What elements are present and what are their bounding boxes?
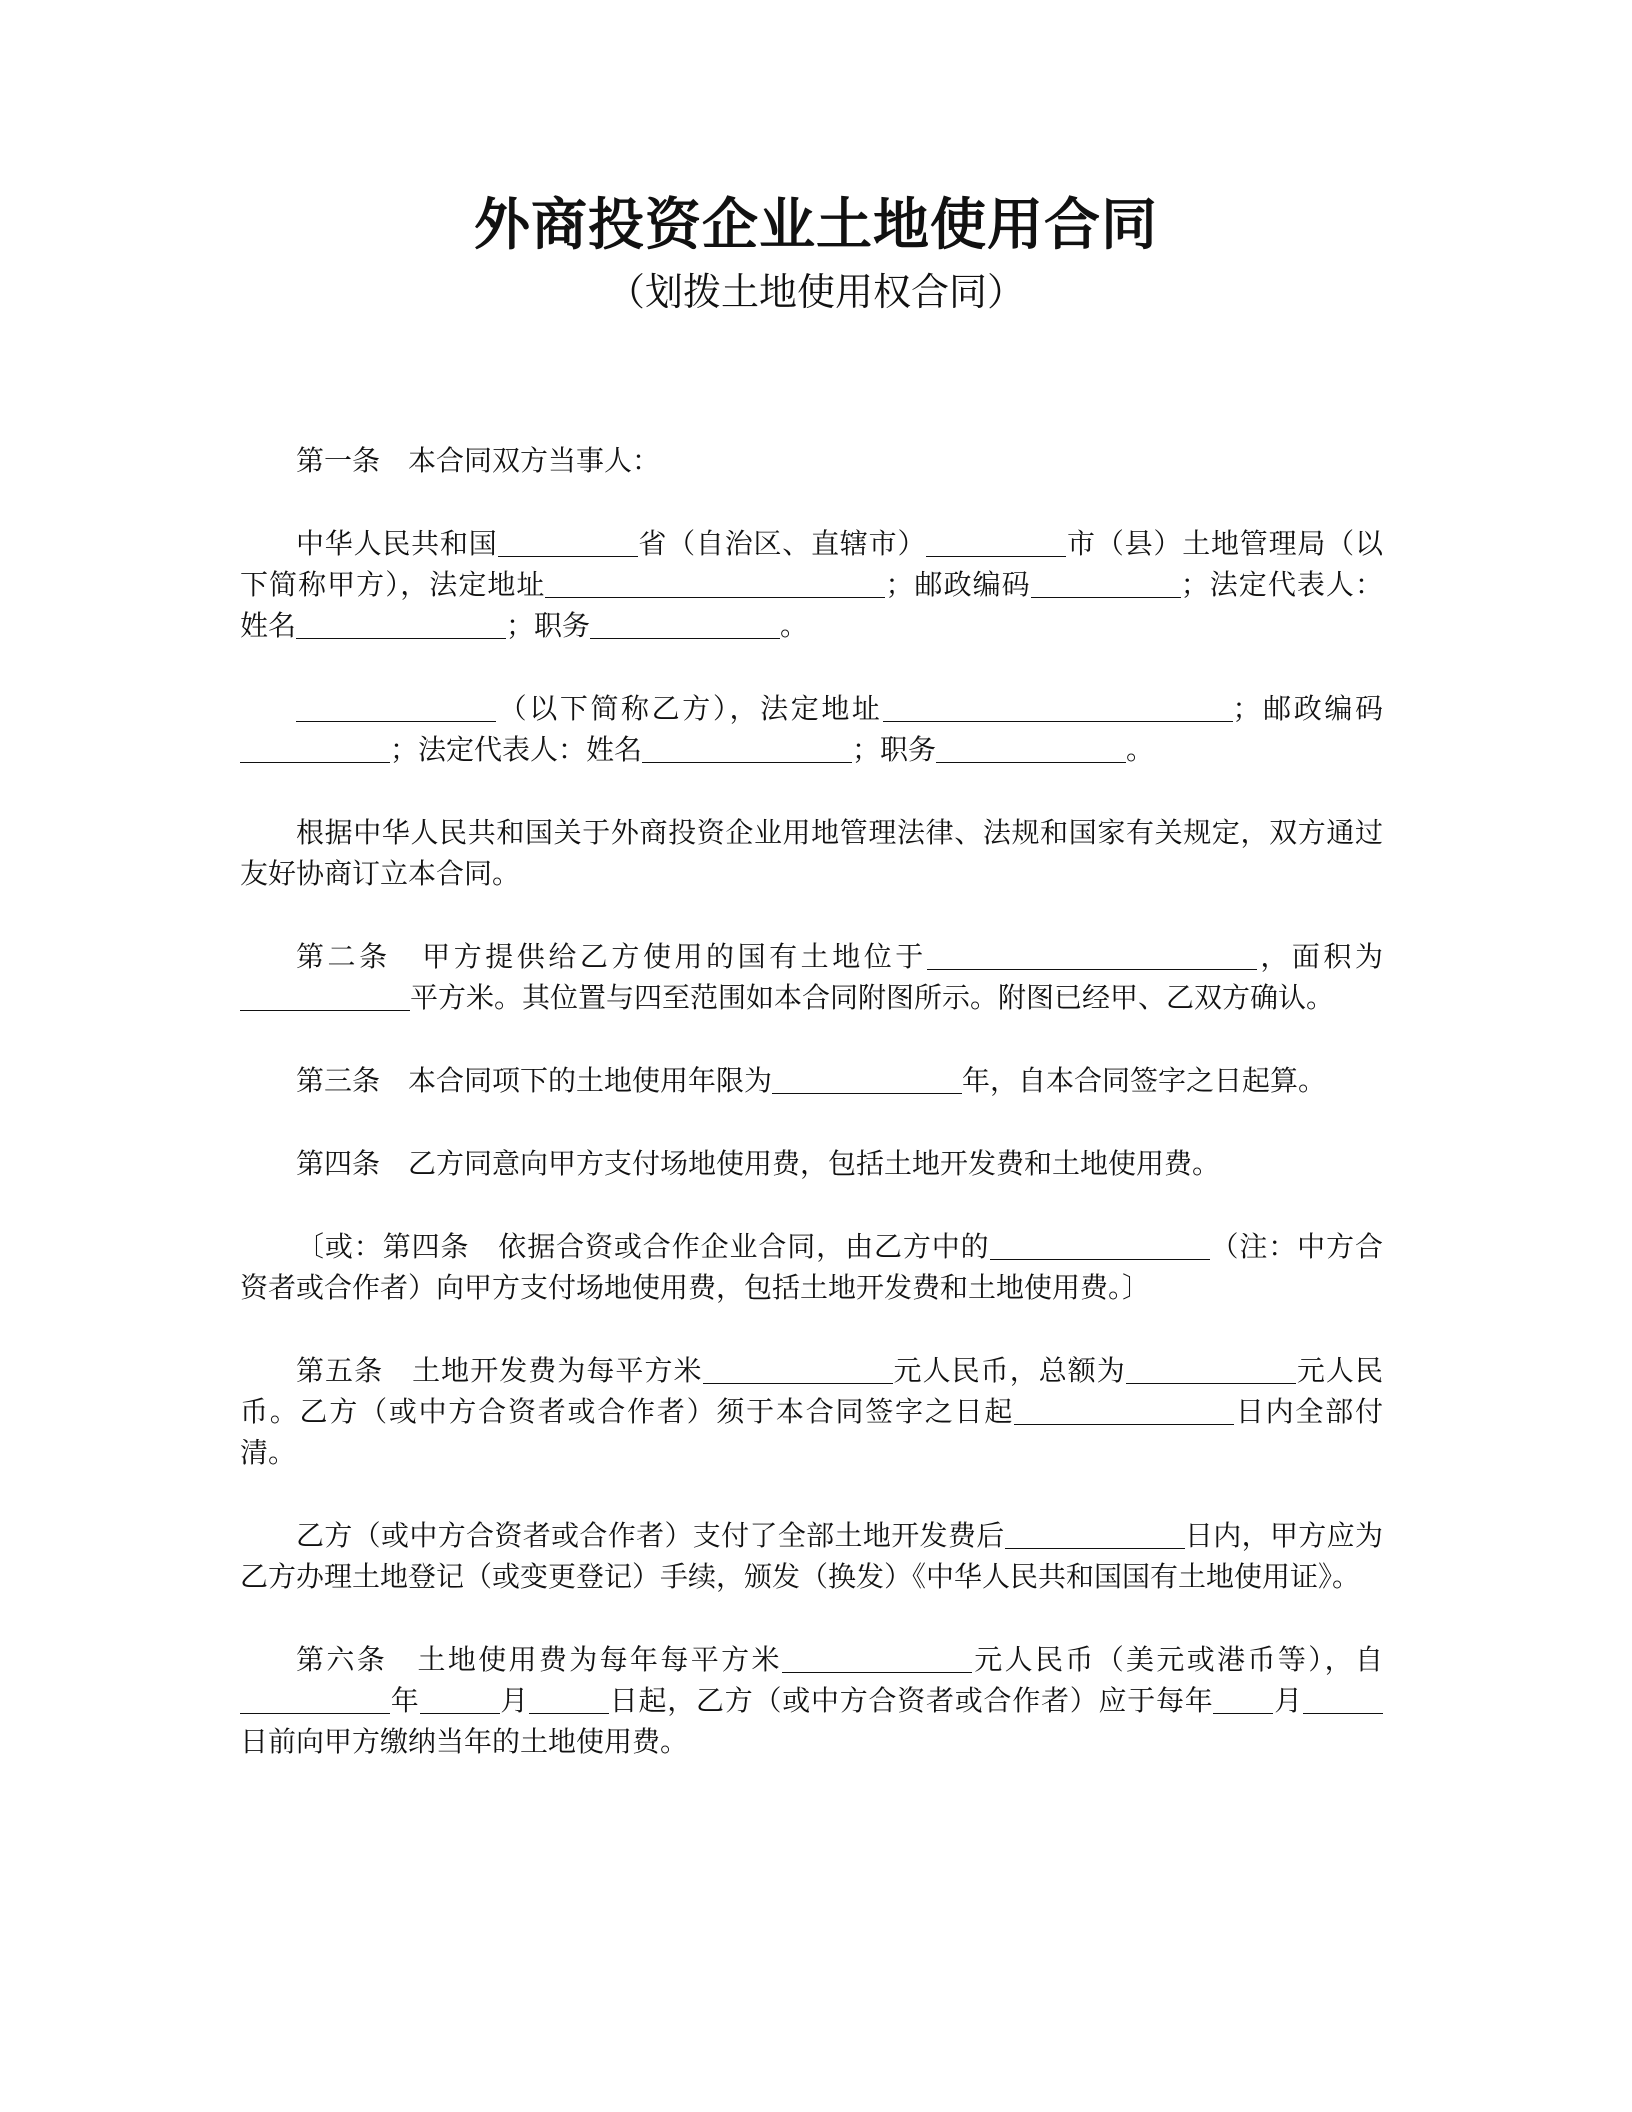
party-a-text-6: ；职务	[506, 609, 591, 642]
party-a-text-5: ；法定代表人：姓名	[240, 568, 1383, 642]
article-6-text-3: 年	[390, 1684, 420, 1717]
article-6-text-7: 日前向甲方缴纳当年的土地使用费。	[240, 1725, 689, 1758]
article-1-text: 第一条 本合同双方当事人：	[296, 444, 661, 477]
article-4-alt-text-2: （注：中方合资者或合作者）向甲方支付场地使用费，包括土地开发费和土地使用费。〕	[240, 1230, 1383, 1304]
article-5-text-1: 第五条 土地开发费为每平方米	[296, 1354, 703, 1387]
party-b-text-3: ；法定代表人：姓名	[390, 733, 643, 766]
article-2-text-3: 平方米。其位置与四至范围如本合同附图所示。附图已经甲、乙双方确认。	[410, 981, 1335, 1014]
article-5b-text-1: 乙方（或中方合资者或合作者）支付了全部土地开发费后	[296, 1519, 1005, 1552]
party-b-address-blank[interactable]	[883, 691, 1233, 722]
basis-paragraph	[240, 812, 1383, 894]
term-years-blank[interactable]	[772, 1063, 962, 1094]
party-b-paragraph	[240, 688, 1383, 770]
document-subtitle: （划拨土地使用权合同）	[606, 270, 1025, 314]
article-3-text-1: 第三条 本合同项下的土地使用年限为	[296, 1064, 773, 1097]
article-6-text-6: 月	[1273, 1684, 1303, 1717]
article-6-text-5: 日起，乙方（或中方合资者或合作者）应于每年	[609, 1684, 1214, 1717]
article-1-intro	[240, 440, 1383, 481]
land-area-blank[interactable]	[240, 980, 410, 1011]
party-b-text-4: ；职务	[852, 733, 937, 766]
party-a-address-blank[interactable]	[545, 567, 885, 598]
article-3	[240, 1060, 1383, 1101]
document-title: 外商投资企业土地使用合同	[474, 193, 1158, 258]
party-a-text-1: 中华人民共和国	[296, 527, 498, 560]
party-a-text-2: 省（自治区、直辖市）	[637, 527, 927, 560]
article-6-text-1: 第六条 土地使用费为每年每平方米	[296, 1643, 782, 1676]
party-a-text-7: 。	[780, 609, 809, 642]
city-blank[interactable]	[926, 526, 1066, 557]
start-day-blank[interactable]	[529, 1683, 609, 1714]
party-b-rep-title-blank[interactable]	[936, 732, 1126, 763]
party-a-rep-title-blank[interactable]	[590, 608, 780, 639]
article-4-alternative	[240, 1226, 1383, 1308]
basis-text: 根据中华人民共和国关于外商投资企业用地管理法律、法规和国家有关规定，双方通过友好协商订立本合同。	[240, 816, 1383, 890]
contract-body	[240, 440, 1383, 1804]
start-month-blank[interactable]	[420, 1683, 500, 1714]
article-5-text-2: 元人民币，总额为	[892, 1354, 1126, 1387]
annual-day-blank[interactable]	[1303, 1683, 1383, 1714]
party-b-text-5: 。	[1126, 733, 1155, 766]
province-blank[interactable]	[498, 526, 638, 557]
article-5-text-3: 元人民币。乙方（或中方合资者或合作者）须于本合同签字之日起	[240, 1354, 1383, 1428]
payment-days-blank[interactable]	[1014, 1394, 1234, 1425]
article-4-text: 第四条 乙方同意向甲方支付场地使用费，包括土地开发费和土地使用费。	[296, 1147, 1221, 1180]
start-year-blank[interactable]	[240, 1683, 390, 1714]
chinese-partner-blank[interactable]	[990, 1229, 1210, 1260]
party-b-text-1: （以下简称乙方），法定地址	[496, 692, 883, 725]
article-6-text-4: 月	[499, 1684, 529, 1717]
party-a-text-4: ；邮政编码	[885, 568, 1031, 601]
article-5	[240, 1350, 1383, 1473]
party-b-rep-name-blank[interactable]	[642, 732, 852, 763]
article-2-text-2: ，面积为	[1256, 940, 1383, 973]
article-6	[240, 1639, 1383, 1762]
article-4	[240, 1143, 1383, 1184]
article-5b-text-2: 日内，甲方应为乙方办理土地登记（或变更登记）手续，颁发（换发）《中华人民共和国国有土地使用证》。	[240, 1519, 1383, 1593]
dev-fee-total-blank[interactable]	[1126, 1353, 1296, 1384]
article-2-text-1: 第二条 甲方提供给乙方使用的国有土地位于	[296, 940, 927, 973]
party-b-text-2: ；邮政编码	[1232, 692, 1383, 725]
party-a-paragraph	[240, 523, 1383, 646]
party-a-postcode-blank[interactable]	[1031, 567, 1181, 598]
article-3-text-2: 年，自本合同签字之日起算。	[962, 1064, 1327, 1097]
party-b-postcode-blank[interactable]	[240, 732, 390, 763]
article-2	[240, 936, 1383, 1018]
article-4-alt-text-1: 〔或：第四条 依据合资或合作企业合同，由乙方中的	[296, 1230, 990, 1263]
party-b-name-blank[interactable]	[296, 691, 496, 722]
use-fee-per-sqm-blank[interactable]	[782, 1642, 972, 1673]
dev-fee-per-sqm-blank[interactable]	[703, 1353, 893, 1384]
land-location-blank[interactable]	[927, 939, 1257, 970]
article-5-text-4: 日内全部付清。	[240, 1395, 1383, 1469]
registration-days-blank[interactable]	[1005, 1518, 1185, 1549]
party-a-rep-name-blank[interactable]	[296, 608, 506, 639]
party-a-text-3: 市（县）土地管理局（以下简称甲方），法定地址	[240, 527, 1383, 601]
annual-month-blank[interactable]	[1213, 1683, 1273, 1714]
article-5-registration	[240, 1515, 1383, 1597]
article-6-text-2: 元人民币（美元或港币等），自	[971, 1643, 1383, 1676]
